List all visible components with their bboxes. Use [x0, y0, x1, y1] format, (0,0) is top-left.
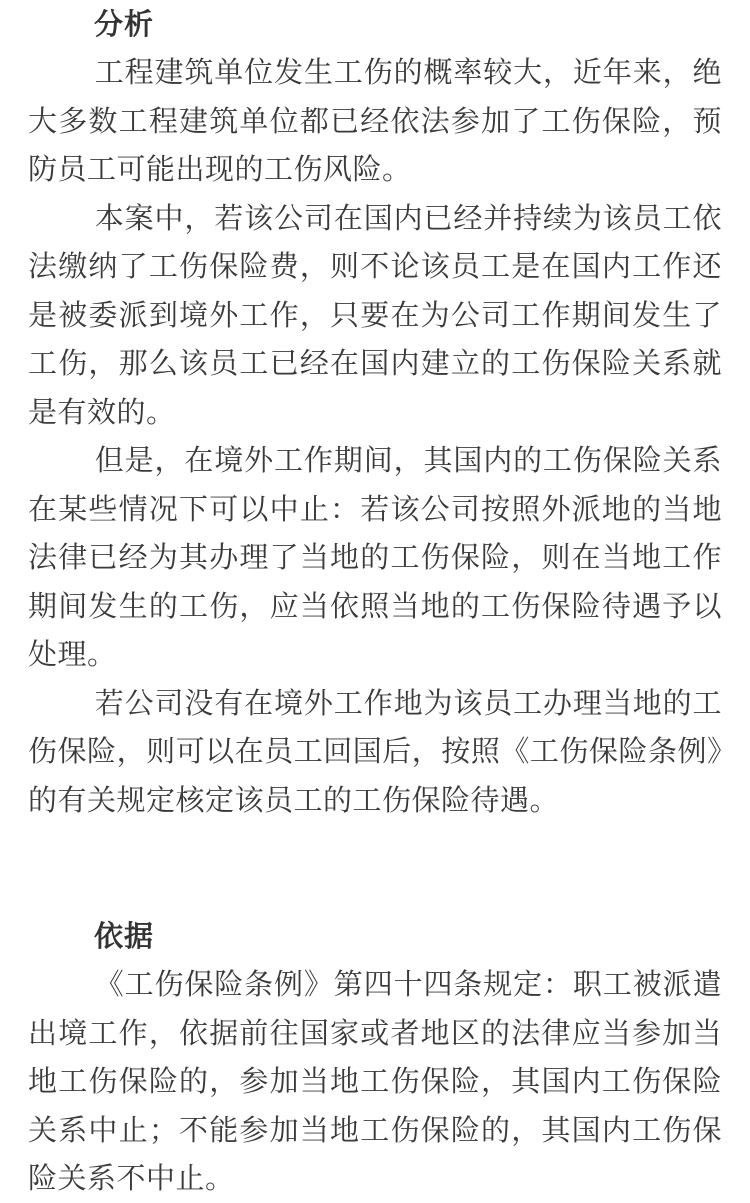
basis-paragraph: 《工伤保险条例》第四十四条规定：职工被派遣出境工作，依据前往国家或者地区的法律应当参加当地工伤保险的，参加当地工伤保险，其国内工伤保险关系中止；不能参加当地工伤保险的，其国内工伤保险关系不中止。 — [28, 967, 722, 1195]
analysis-paragraph: 若公司没有在境外工作地为该员工办理当地的工伤保险，则可以在员工回国后，按照《工伤保险条例》的有关规定核定该员工的工伤保险待遇。 — [28, 685, 722, 817]
analysis-heading: 分析 — [94, 7, 155, 41]
basis-heading: 依据 — [94, 919, 155, 953]
analysis-section — [28, 0, 722, 824]
analysis-paragraph: 工程建筑单位发生工伤的概率较大，近年来，绝大多数工程建筑单位都已经依法参加了工伤保险，预防员工可能出现的工伤风险。 — [28, 55, 722, 186]
basis-section — [28, 912, 722, 1203]
analysis-paragraph: 但是，在境外工作期间，其国内的工伤保险关系在某些情况下可以中止：若该公司按照外派地的当地法律已经为其办理了当地的工伤保险，则在当地工作期间发生的工伤，应当依照当地的工伤保险待遇予以处理。 — [28, 443, 722, 671]
analysis-paragraph: 本案中，若该公司在国内已经并持续为该员工依法缴纳了工伤保险费，则不论该员工是在国内工作还是被委派到境外工作，只要在为公司工作期间发生了工伤，那么该员工已经在国内建立的工伤保险关系就是有效的。 — [28, 200, 722, 429]
